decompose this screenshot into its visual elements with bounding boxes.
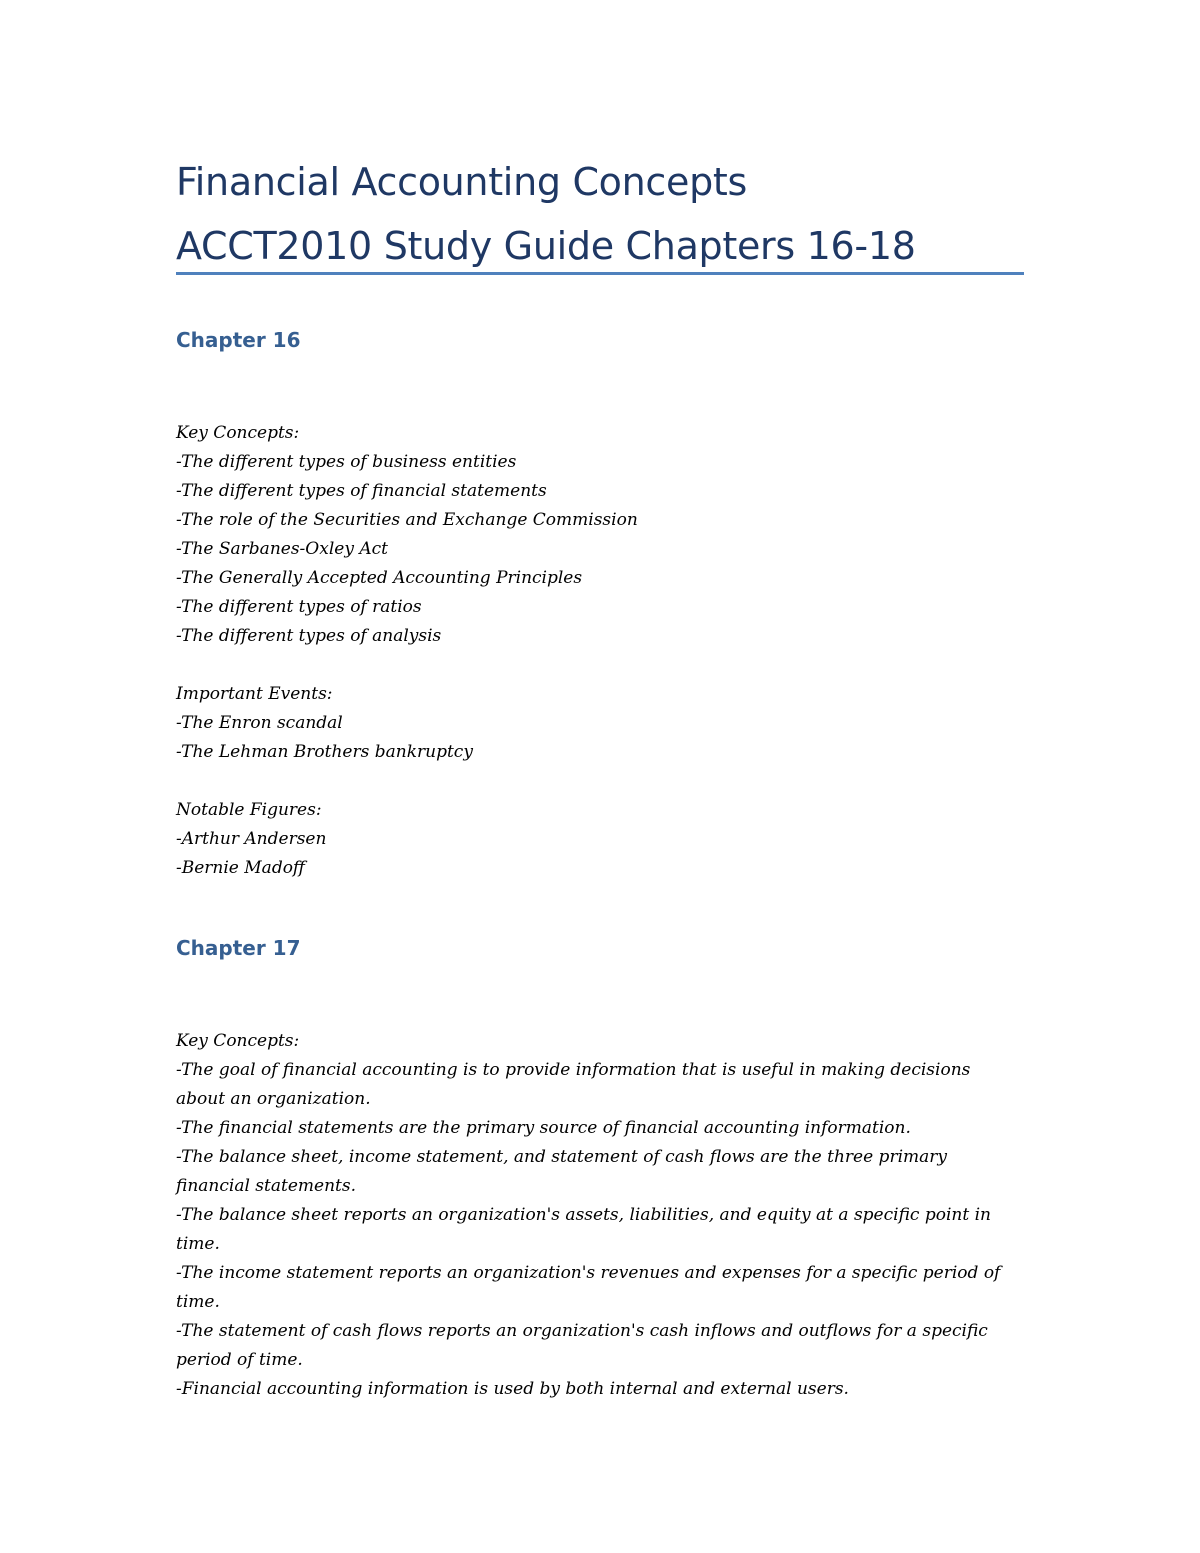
- list-item: -Bernie Madoff: [176, 858, 305, 878]
- paragraph-line: period of time.: [176, 1350, 303, 1370]
- paragraph-line: time.: [176, 1292, 220, 1312]
- paragraph-line: about an organization.: [176, 1089, 371, 1109]
- paragraph-line: -The statement of cash flows reports an organization's cash inflows and outflows for a specific: [176, 1321, 988, 1341]
- paragraph-line: -The income statement reports an organization's revenues and expenses for a specific period of: [176, 1263, 1001, 1283]
- list-item: -The different types of ratios: [176, 597, 422, 617]
- paragraph-line: -The balance sheet reports an organization's assets, liabilities, and equity at a specific point in: [176, 1205, 991, 1225]
- key-concepts-label: Key Concepts:: [176, 423, 300, 443]
- chapter-16-key-concepts: [176, 419, 1036, 651]
- list-item: -The role of the Securities and Exchange Commission: [176, 510, 638, 530]
- list-item: -The different types of financial statements: [176, 481, 547, 501]
- list-item: -The different types of business entities: [176, 452, 517, 472]
- key-concepts-label: Key Concepts:: [176, 1031, 300, 1051]
- list-item: -Arthur Andersen: [176, 829, 327, 849]
- chapter-17-heading: Chapter 17: [176, 936, 301, 960]
- list-item: -The different types of analysis: [176, 626, 442, 646]
- list-item: -The Lehman Brothers bankruptcy: [176, 742, 473, 762]
- paragraph-line: -The financial statements are the primary source of financial accounting information.: [176, 1118, 911, 1138]
- list-item: -The Sarbanes-Oxley Act: [176, 539, 388, 559]
- paragraph-line: -Financial accounting information is used by both internal and external users.: [176, 1379, 849, 1399]
- list-item: -The Generally Accepted Accounting Principles: [176, 568, 583, 588]
- paragraph-line: -The balance sheet, income statement, and statement of cash flows are the three primary: [176, 1147, 947, 1167]
- important-events-label: Important Events:: [176, 684, 333, 704]
- paragraph-line: financial statements.: [176, 1176, 356, 1196]
- document-title: [176, 150, 1024, 278]
- chapter-16-heading: Chapter 16: [176, 328, 301, 352]
- chapter-16-important-events: [176, 680, 1036, 767]
- title-underline: [176, 272, 1024, 275]
- chapter-16-notable-figures: [176, 796, 1036, 883]
- title-line-1: Financial Accounting Concepts: [176, 160, 748, 204]
- paragraph-line: time.: [176, 1234, 220, 1254]
- title-line-2: ACCT2010 Study Guide Chapters 16-18: [176, 224, 916, 268]
- list-item: -The Enron scandal: [176, 713, 343, 733]
- notable-figures-label: Notable Figures:: [176, 800, 322, 820]
- paragraph-line: -The goal of financial accounting is to provide information that is useful in making decisions: [176, 1060, 971, 1080]
- chapter-17-key-concepts: [176, 1027, 1036, 1404]
